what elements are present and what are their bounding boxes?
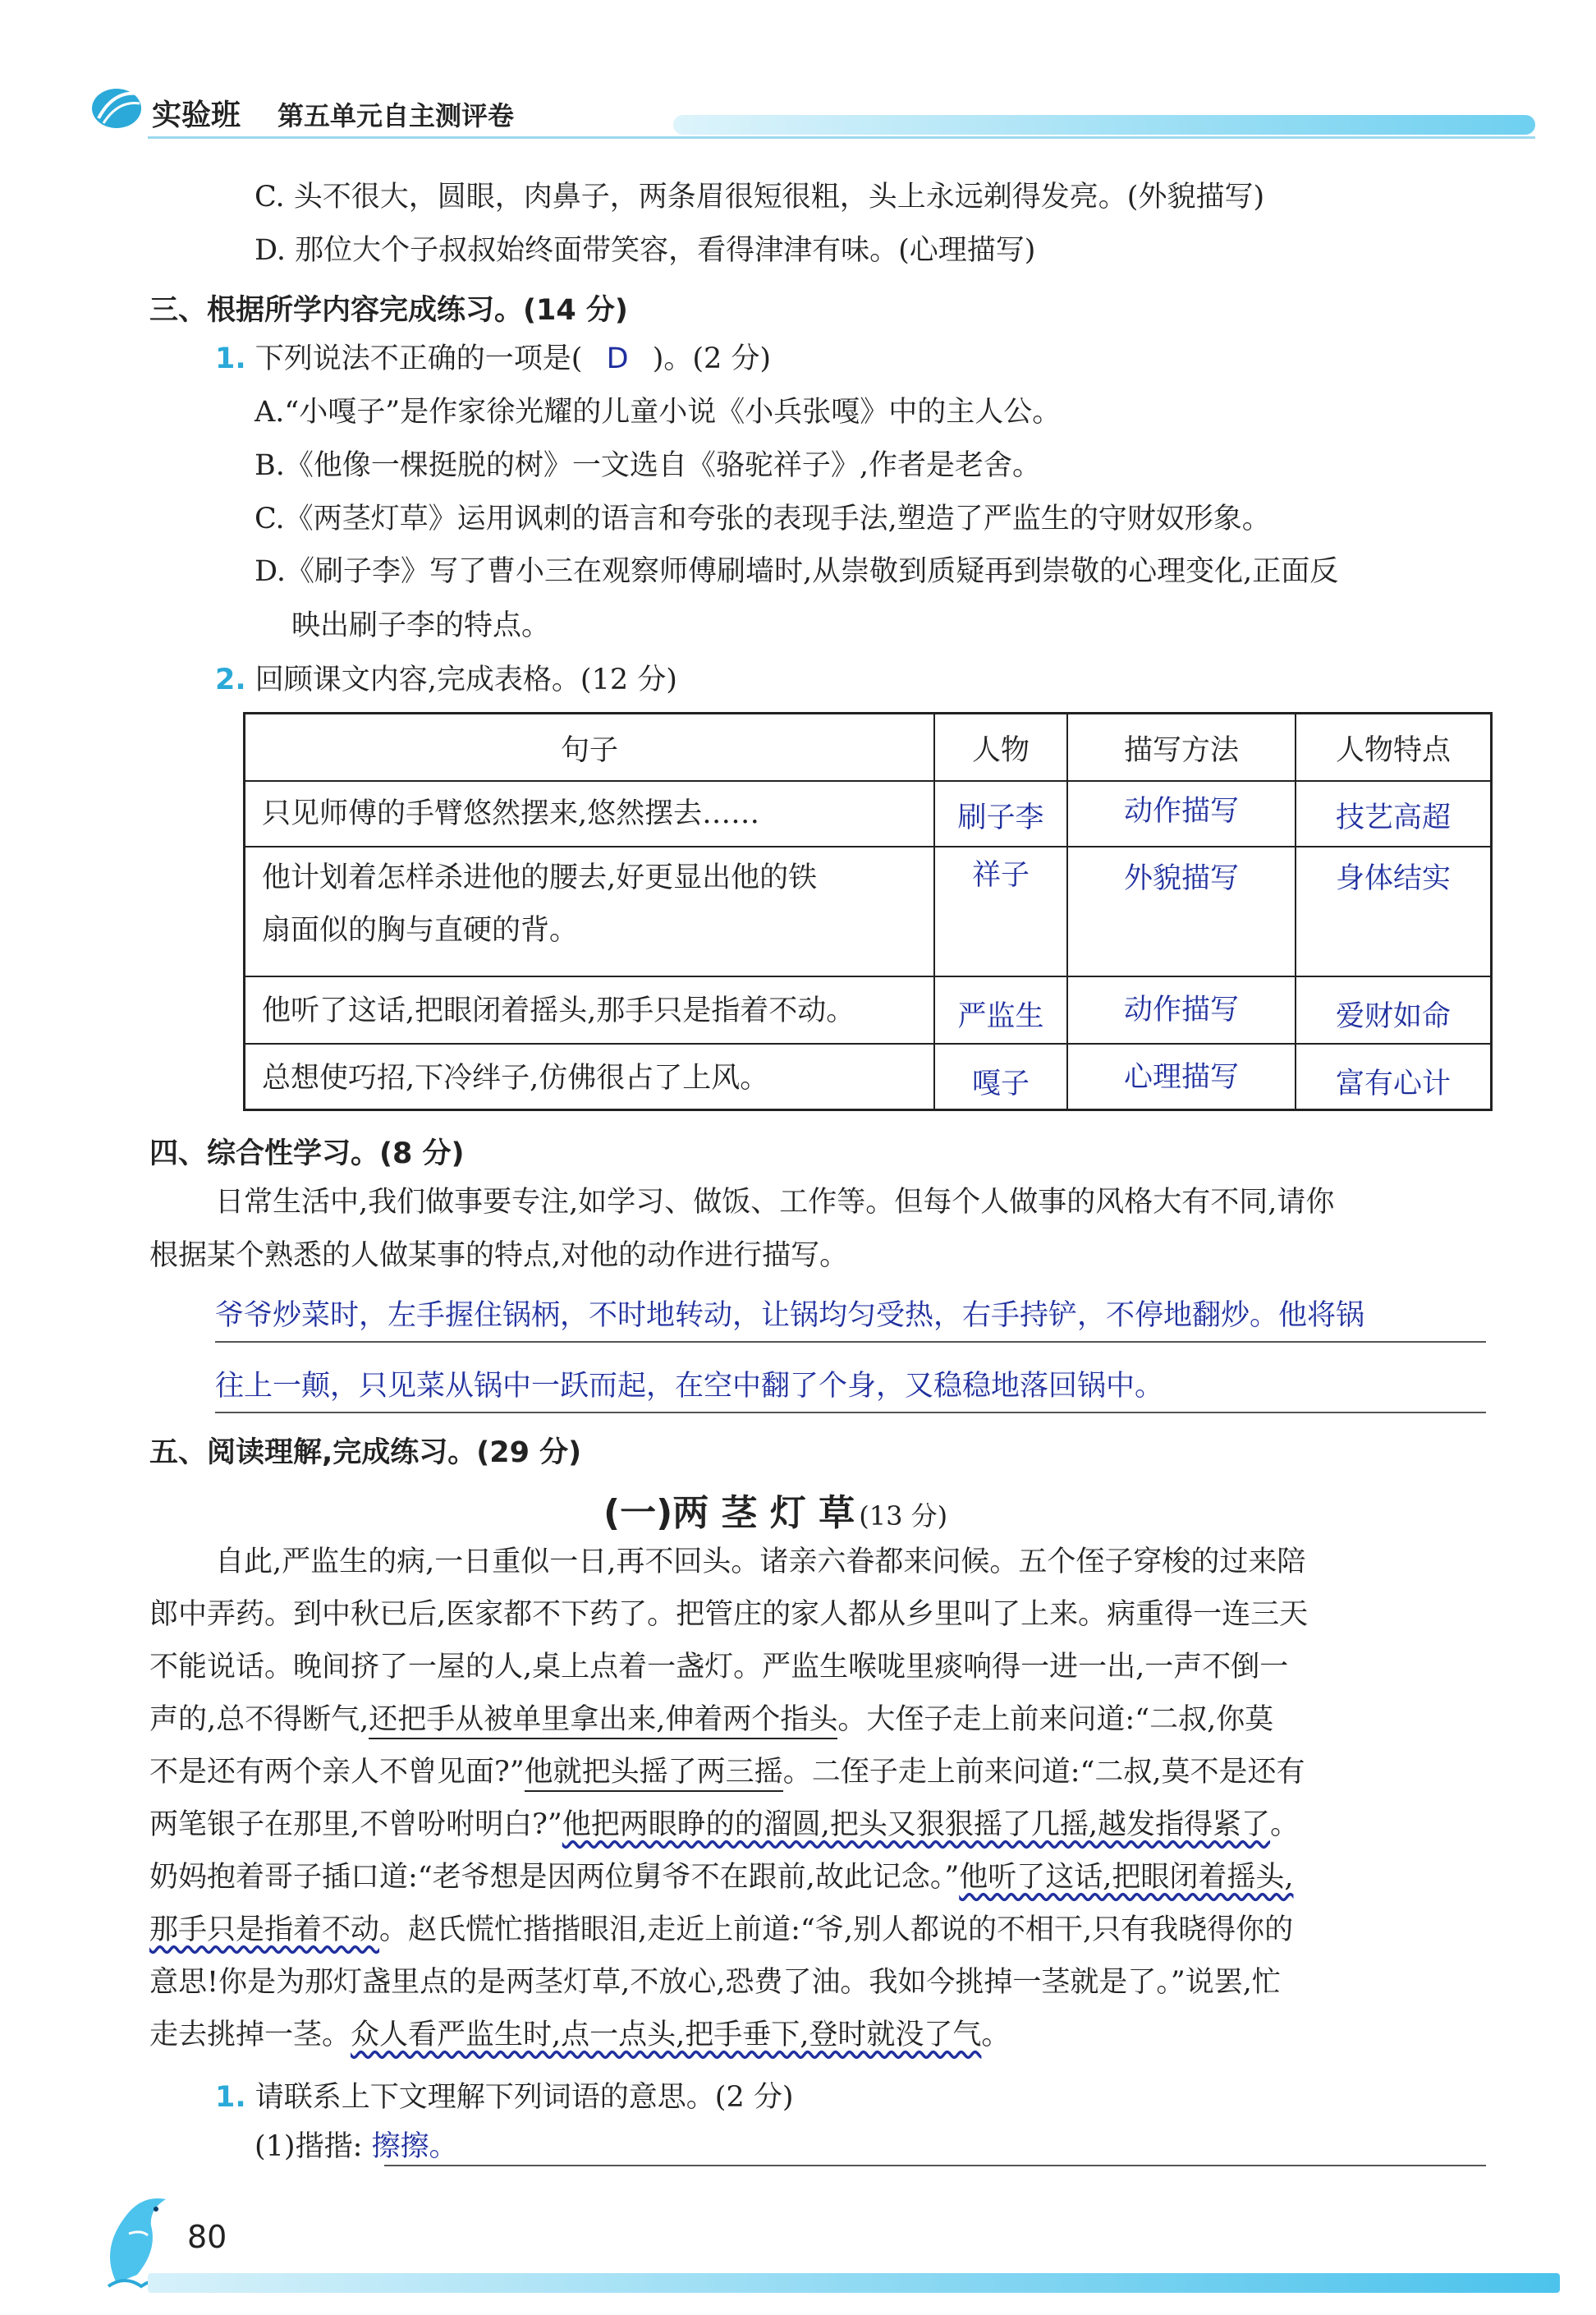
prev-option-d: D. 那位大个子叔叔始终面带笑容，看得津津有味。(心理描写) [255,234,1036,267]
table-row-3-method: 动作描写 [1123,994,1239,1027]
answer-line [215,1341,1486,1343]
wavy-underlined-sentence: 他听了这话,把眼闭着摇头, [959,1861,1294,1894]
q3-1-stem [215,339,771,379]
passage-title-text: (一)两 茎 灯 草 [603,1492,855,1534]
passage-line: 两笔银子在那里,不曾吩咐明白?”他把两眼睁的的溜圆,把头又狠狠摇了几摇,越发指得紧了。 [149,1808,1300,1841]
passage-line: 不能说话。晚间挤了一屋的人,桌上点着一盏灯。严监生喉咙里痰响得一进一出,一声不倒一 [149,1651,1289,1683]
table-row-4-sentence: 总想使巧招,下冷绊子,仿佛很占了上风。 [262,1062,769,1095]
series-label: 实验班 [152,99,241,132]
question-score: )。(2 分) [652,342,772,375]
passage-line: 走去挑掉一茎。众人看严监生时,点一点头,把手垂下,登时就没了气。 [149,2019,1011,2051]
item-answer: 擦擦。 [371,2130,458,2163]
q3-2-stem [215,660,677,700]
section-4-answer: 爷爷炒菜时，左手握住锅柄，不时地转动，让锅均匀受热，右手持铲，不停地翻炒。他将锅 [215,1299,1365,1332]
header-rule [148,136,1535,139]
question-number: 2. [215,664,246,696]
underlined-sentence: 他就把头摇了两三摇 [525,1756,783,1792]
passage-line: 不是还有两个亲人不曾见面?”他就把头摇了两三摇。二侄子走上前来问道:“二叔,莫不是还有 [149,1746,1305,1798]
table-row-2-sentence: 他计划着怎样杀进他的腰去,好更显出他的铁 [262,861,818,894]
answer-line [215,1412,1486,1413]
q3-1-option-a: A.“小嘎子”是作家徐光耀的儿童小说《小兵张嘎》中的主人公。 [255,396,1062,429]
underlined-sentence: 还把手从被单里拿出来,伸着两个指头 [369,1703,837,1739]
table-row-1-method: 动作描写 [1123,795,1239,828]
question-stem: 下列说法不正确的一项是( [255,342,583,375]
q3-1-option-c: C.《两茎灯草》运用讽刺的语言和夸张的表现手法,塑造了严监生的守财奴形象。 [255,503,1271,535]
table-row-1-person: 刷子李 [957,802,1044,834]
table-row-2-sentence-cont: 扇面似的胸与直硬的背。 [262,914,579,947]
footer-decor-band [148,2273,1560,2293]
table-header-sentence: 句子 [560,734,618,767]
question-number: 1. [215,2081,246,2114]
unit-title: 第五单元自主测评卷 [277,100,515,131]
question-stem: 回顾课文内容,完成表格。(12 分) [255,664,677,696]
table-row-1-sentence: 只见师傅的手臂悠然摆来,悠然摆去…… [262,797,760,830]
section-4-answer-cont: 往上一颠，只见菜从锅中一跃而起，在空中翻了个身，又稳稳地落回锅中。 [215,1370,1164,1403]
table-row-3-trait: 爱财如命 [1335,1000,1451,1033]
table-row-4-person: 嘎子 [971,1068,1030,1100]
header-decor-band [673,115,1535,135]
table-header-method: 描写方法 [1123,734,1239,767]
q3-1-option-d-cont: 映出刷子李的特点。 [291,609,551,642]
table-row-2-person: 祥子 [971,859,1030,892]
section-4-prompt: 日常生活中,我们做事要专注,如学习、做饭、工作等。但每个人做事的风格大有不同,请你 [215,1186,1335,1219]
passage-line: 奶妈抱着哥子插口道:“老爷想是因两位舅爷不在跟前,故此记念。”他听了这话,把眼闭着摇头, [149,1861,1294,1894]
passage-score: (13 分) [859,1500,948,1532]
passage-line: 声的,总不得断气,还把手从被单里拿出来,伸着两个指头。大侄子走上前来问道:“二叔,你莫 [149,1693,1273,1746]
character-table [243,712,1493,1111]
table-row-4-method: 心理描写 [1123,1061,1239,1094]
answer-choice: D [606,342,629,375]
section-4-prompt-cont: 根据某个熟悉的人做某事的特点,对他的动作进行描写。 [149,1239,849,1272]
table-row-4-trait: 富有心计 [1335,1068,1451,1100]
q5-1-item-1 [255,2127,458,2166]
question-stem: 请联系上下文理解下列词语的意思。(2 分) [255,2081,794,2114]
q5-1-stem [215,2078,794,2117]
table-header-person: 人物 [971,734,1030,767]
table-row-3-sentence: 他听了这话,把眼闭着摇头,那手只是指着不动。 [262,994,855,1027]
passage-line: 自此,严监生的病,一日重似一日,再不回头。诸亲六眷都来问候。五个侄子穿梭的过来陪 [215,1546,1306,1578]
prev-option-c: C. 头不很大，圆眼，肉鼻子，两条眉很短很粗，头上永远剃得发亮。(外貌描写) [255,181,1265,214]
section-5-title: 五、阅读理解,完成练习。(29 分) [149,1436,582,1469]
passage-title [603,1483,947,1536]
answer-line [384,2165,1486,2166]
table-row-1-trait: 技艺高超 [1335,802,1451,834]
table-header-trait: 人物特点 [1335,734,1451,767]
table-row-2-trait: 身体结实 [1335,862,1451,895]
section-4-title: 四、综合性学习。(8 分) [149,1137,465,1170]
passage-line: 意思!你是为那灯盏里点的是两茎灯草,不放心,恐费了油。我如今挑掉一茎就是了。”说罢,忙 [149,1966,1281,1999]
section-3-title: 三、根据所学内容完成练习。(14 分) [149,294,628,327]
wavy-underlined-sentence: 众人看严监生时,点一点头,把手垂下,登时就没了气 [351,2019,982,2051]
passage-line: 郎中弄药。到中秋已后,医家都不下药了。把管庄的家人都从乡里叫了上来。病重得一连三天 [149,1598,1309,1631]
q3-1-option-d: D.《刷子李》写了曹小三在观察师傅刷墙时,从崇敬到质疑再到崇敬的心理变化,正面反 [255,555,1339,588]
page-number: 80 [187,2219,227,2255]
question-number: 1. [215,342,246,375]
leaf-logo-icon [89,82,144,131]
table-row-2-method: 外貌描写 [1123,862,1239,895]
wavy-underlined-sentence: 他把两眼睁的的溜圆,把头又狠狠摇了几摇,越发指得紧了 [562,1808,1271,1841]
item-label: (1)揩揩: [255,2130,363,2163]
passage-line: 那手只是指着不动。赵氏慌忙揩揩眼泪,走近上前道:“爷,别人都说的不相干,只有我晓得你的 [149,1913,1294,1946]
table-row-3-person: 严监生 [957,1000,1044,1033]
wavy-underlined-sentence: 那手只是指着不动 [149,1913,380,1946]
q3-1-option-b: B.《他像一棵挺脱的树》一文选自《骆驼祥子》,作者是老舍。 [255,449,1041,482]
